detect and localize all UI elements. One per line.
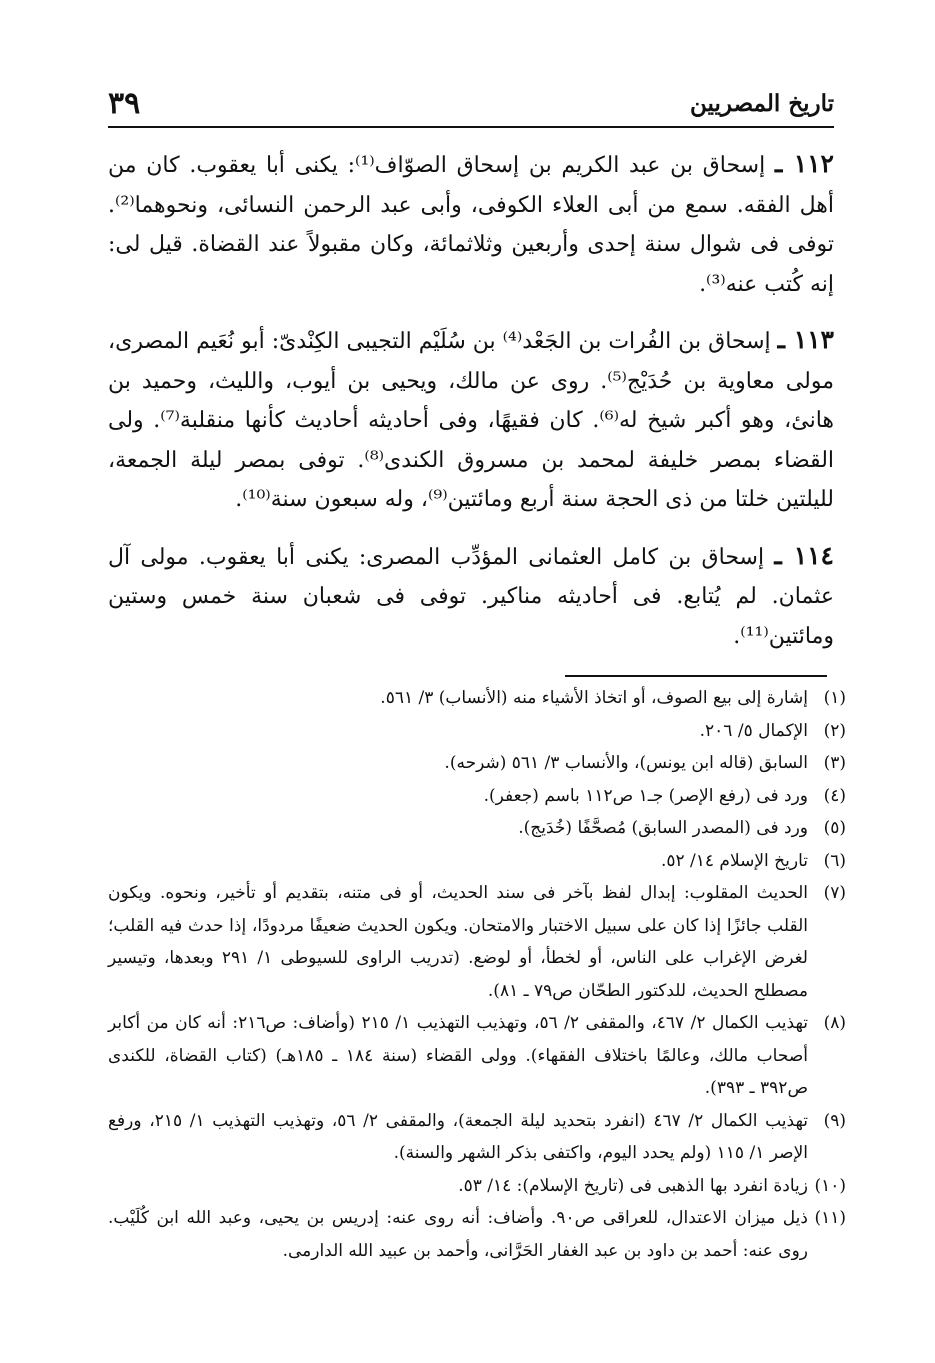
footnote-text: الحديث المقلوب: إبدال لفظ بآخر فى سند الحديث، أو فى متنه، بتقديم أو تأخير، ونحوه. ويكون القلب جائزًا إذا كان على سبيل الاختبار والامتحان. ويكون الحديث ضعيفًا مردودًا، إذا حدث فيه القلب؛ لغرض الإغراب على الناس، أو لخطأ، أو لوضع. (تدريب الراوى للسيوطى ١/ ٢٩١ وبعدها، وتيسير مصطلح الحديث، للدكتور الطحّان ص٧٩ ـ ٨١). (108, 883, 808, 1001)
footnote-2 (108, 715, 846, 748)
entry-113 (108, 320, 834, 520)
footnote-1 (108, 682, 846, 715)
footnote-number: (١) (823, 688, 846, 708)
footnote-text: تهذيب الكمال ٢/ ٤٦٧، والمقفى ٢/ ٥٦، وتهذيب التهذيب ١/ ٢١٥ (وأضاف: ص٢١٦: أنه كان من أكابر أصحاب مالك، وعالمًا باختلاف الفقهاء). وولى القضاء (سنة ١٨٤ ـ ١٨٥هـ) (كتاب القضاة، للكندى ص٣٩٢ ـ ٣٩٣). (108, 1013, 809, 1098)
running-title: تاريخ المصريين (690, 90, 834, 117)
page-header (108, 86, 834, 128)
entry-114 (108, 536, 834, 657)
footnote-number: (٦) (823, 850, 846, 871)
footnote-number: (٩) (823, 1110, 847, 1131)
footnote-number: (٣) (823, 753, 846, 773)
footnote-text: زيادة انفرد بها الذهبى فى (تاريخ الإسلام): ١٤/ ٥٣. (458, 1175, 808, 1196)
footnote-text: تهذيب الكمال ٢/ ٤٦٧ (انفرد بتحديد ليلة الجمعة)، والمقفى ٢/ ٥٦، وتهذيب التهذيب ١/ ٢١٥، ورفع الإصر ١/ ١١٥ (ولم يحدد اليوم، واكتفى بذكر الشهر والسنة). (108, 1110, 809, 1163)
footnote-number: (٤) (823, 785, 846, 806)
footnote-divider (565, 675, 827, 677)
footnote-7 (108, 877, 846, 1007)
footnote-5 (108, 812, 846, 845)
footnote-number: (٥) (823, 818, 846, 838)
footnote-3 (108, 747, 846, 780)
footnote-8 (108, 1007, 846, 1105)
footnote-6 (108, 845, 846, 878)
entry-number: ١١٢ ـ (774, 149, 834, 178)
footnote-number: (١١) (814, 1208, 846, 1228)
entry-text: إسحاق بن الفُرات بن الجَعْد⁽⁴⁾ بن سُلَيْم التجيبى الكِنْدىّ: أبو نُعَيم المصرى، مولى معاوية بن حُدَيْج⁽⁵⁾. روى عن مالك، ويحيى بن أيوب، والليث، وحميد بن هانئ، وهو أكبر شيخ له⁽⁶⁾. كان فقيهًا، وفى أحاديثه أحاديث كأنها منقلبة⁽⁷⁾. ولى القضاء بمصر خليفة لمحمد بن مسروق الكندى⁽⁸⁾. توفى بمصر ليلة الجمعة، لليلتين خلتا من ذى الحجة سنة أربع ومائتين⁽⁹⁾، وله سبعون سنة⁽¹⁰⁾. (108, 329, 835, 512)
footnote-4 (108, 780, 846, 813)
footnotes (108, 682, 846, 1267)
entry-112 (108, 144, 834, 304)
footnote-number: (٨) (823, 1013, 847, 1033)
footnote-text: إشارة إلى بيع الصوف، أو اتخاذ الأشياء منه (الأنساب) ٣/ ٥٦١. (380, 688, 808, 708)
entry-text: إسحاق بن عبد الكريم بن إسحاق الصوّاف⁽¹⁾: يكنى أبا يعقوب. كان من أهل الفقه. سمع من أبى العلاء الكوفى، وأبى عبد الرحمن النسائى، ونحوهما⁽²⁾. توفى فى شوال سنة إحدى وأربعين وثلاثمائة، وكان مقبولاً عند القضاة. قيل لى: إنه كُتب عنه⁽³⁾. (108, 153, 834, 297)
footnote-text: تاريخ الإسلام ١٤/ ٥٢. (660, 850, 808, 871)
footnote-text: ورد فى (المصدر السابق) مُصحَّفًا (خُدَيج). (518, 818, 808, 838)
footnote-text: ذيل ميزان الاعتدال، للعراقى ص٩٠. وأضاف: أنه روى عنه: إدريس بن يحيى، وعبد الله ابن كُلَيْب. روى عنه: أحمد بن داود بن عبد الغفار الحَرَّانى، وأحمد بن عبيد الله الدارمى. (108, 1208, 808, 1261)
page-number: ٣٩ (108, 86, 141, 121)
entry-number: ١١٤ ـ (774, 540, 834, 570)
footnote-10 (108, 1170, 846, 1203)
footnote-9 (108, 1105, 846, 1170)
footnote-number: (١٠) (814, 1175, 846, 1196)
footnote-11 (108, 1202, 846, 1267)
footnote-number: (٢) (823, 720, 846, 741)
entry-number: ١١٣ ـ (777, 325, 834, 354)
footnote-text: الإكمال ٥/ ٢٠٦. (699, 720, 808, 741)
footnote-number: (٧) (823, 883, 846, 903)
entry-text: إسحاق بن كامل العثمانى المؤدِّب المصرى: يكنى أبا يعقوب. مولى آل عثمان. لم يُتابع. فى أحاديثه مناكير. توفى فى شعبان سنة خمس وستين ومائتين⁽¹¹⁾. (108, 544, 834, 649)
main-text (108, 144, 834, 672)
footnote-text: السابق (قاله ابن يونس)، والأنساب ٣/ ٥٦١ (شرحه). (444, 753, 808, 773)
footnote-text: ورد فى (رفع الإصر) جـ١ ص١١٢ باسم (جعفر). (483, 785, 808, 806)
